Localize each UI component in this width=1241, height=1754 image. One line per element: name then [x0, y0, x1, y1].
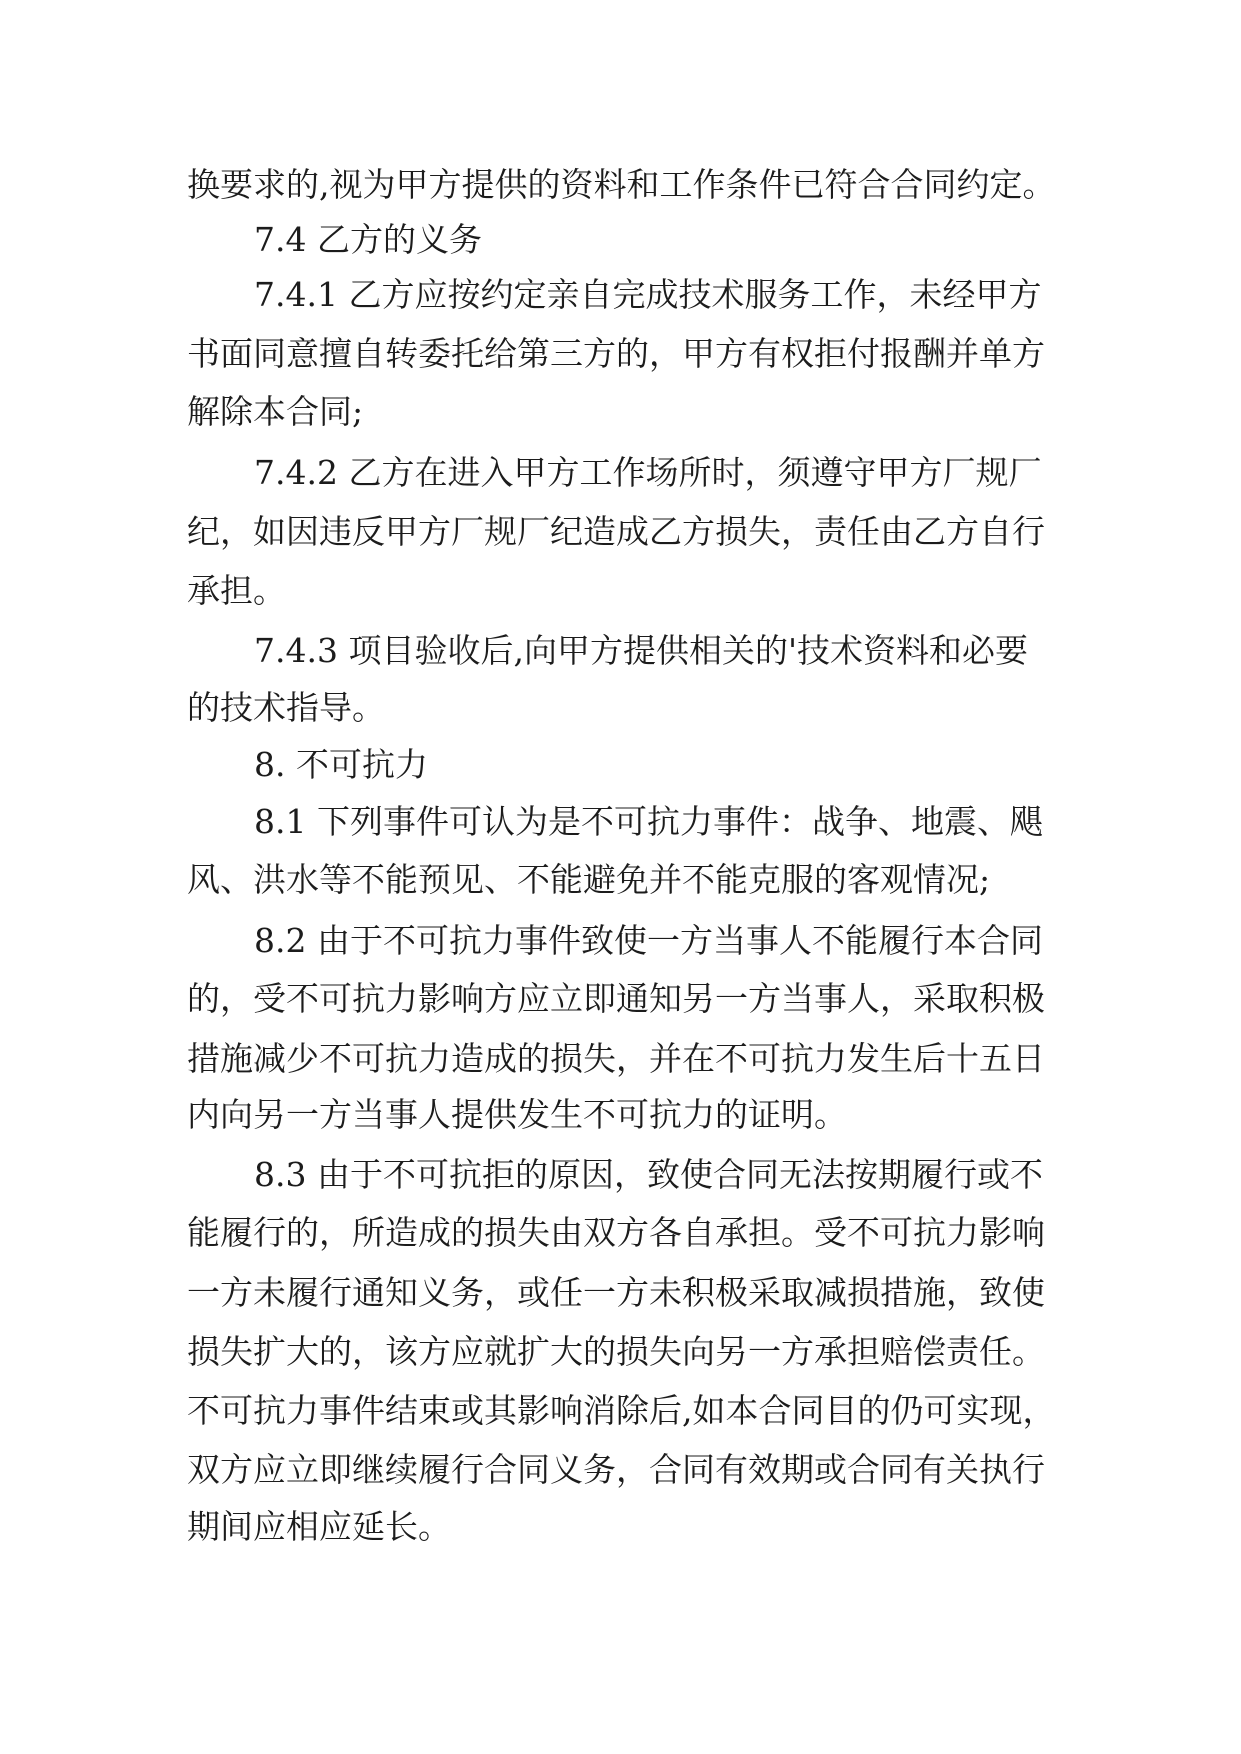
text-line: 能履行的，所造成的损失由双方各自承担。受不可抗力影响 [187, 1213, 1045, 1252]
text-line: 的技术指导。 [187, 688, 385, 727]
text-line: 7.4.2 乙方在进入甲方工作场所时，须遵守甲方厂规厂 [254, 453, 1042, 492]
text-line: 一方未履行通知义务，或任一方未积极采取减损措施，致使 [187, 1273, 1045, 1312]
text-line: 承担。 [187, 571, 286, 610]
text-line: 书面同意擅自转委托给第三方的，甲方有权拒付报酬并单方 [187, 334, 1045, 373]
text-line: 8.1 下列事件可认为是不可抗力事件：战争、地震、飓 [254, 802, 1043, 841]
text-line: 7.4.1 乙方应按约定亲自完成技术服务工作，未经甲方 [254, 275, 1042, 314]
section-heading: 7.4 乙方的义务 [254, 220, 482, 259]
text-line: 措施减少不可抗力造成的损失，并在不可抗力发生后十五日 [187, 1039, 1045, 1078]
text-line: 换要求的,视为甲方提供的资料和工作条件已符合合同约定。 [187, 165, 1056, 204]
text-line: 损失扩大的，该方应就扩大的损失向另一方承担赔偿责任。 [187, 1332, 1045, 1371]
section-heading: 8. 不可抗力 [254, 745, 428, 784]
text-line: 8.2 由于不可抗力事件致使一方当事人不能履行本合同 [254, 921, 1043, 960]
text-line: 解除本合同; [187, 392, 364, 431]
text-line: 7.4.3 项目验收后,向甲方提供相关的'技术资料和必要 [254, 631, 1029, 670]
text-line: 内向另一方当事人提供发生不可抗力的证明。 [187, 1095, 847, 1134]
text-line: 纪，如因违反甲方厂规厂纪造成乙方损失，责任由乙方自行 [187, 512, 1045, 551]
text-line: 双方应立即继续履行合同义务，合同有效期或合同有关执行 [187, 1450, 1045, 1489]
text-line: 8.3 由于不可抗拒的原因，致使合同无法按期履行或不 [254, 1155, 1043, 1194]
text-line: 不可抗力事件结束或其影响消除后,如本合同目的仍可实现， [187, 1391, 1056, 1430]
text-line: 的，受不可抗力影响方应立即通知另一方当事人，采取积极 [187, 979, 1045, 1018]
text-line: 风、洪水等不能预见、不能避免并不能克服的客观情况; [187, 860, 991, 899]
text-line: 期间应相应延长。 [187, 1507, 451, 1546]
